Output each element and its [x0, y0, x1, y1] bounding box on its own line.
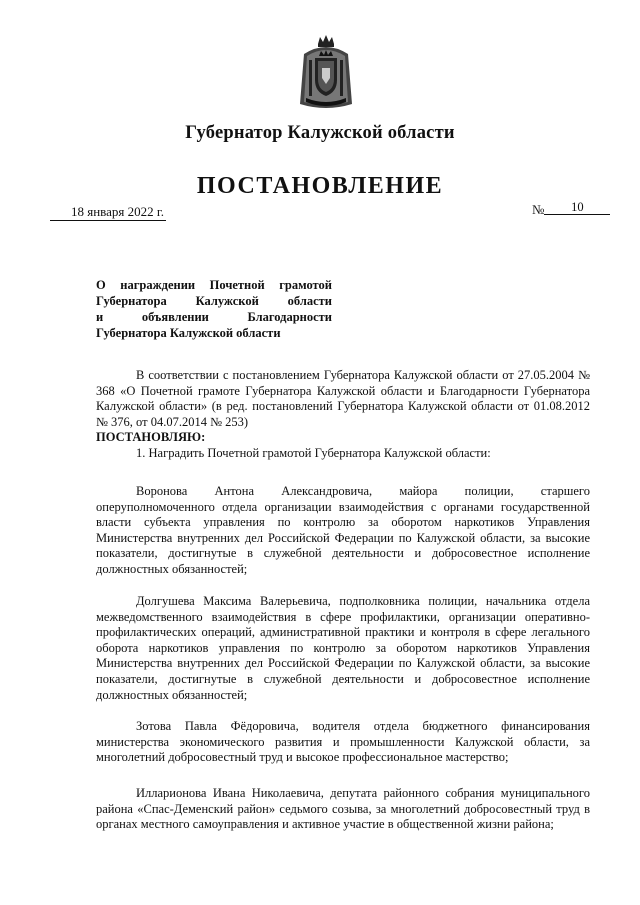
- document-type-title: ПОСТАНОВЛЕНИЕ: [196, 173, 444, 199]
- subject-line: и объявлении Благодарности: [96, 310, 332, 324]
- document-number-field: [532, 201, 610, 219]
- award-item-1: 1. Наградить Почетной грамотой Губернатора Калужской области:: [136, 445, 491, 460]
- awardee-paragraph: [96, 594, 590, 703]
- subject-line: Губернатора Калужской области: [96, 294, 332, 308]
- document-subject: [96, 277, 332, 341]
- awardee-paragraph: [96, 719, 590, 766]
- awardee-text: Воронова Антона Александровича, майора полиции, старшего оперуполномоченного отдела организации взаимодействия с органами государственной власти субъекта управления по контролю за оборотом наркотиков Управления Министерства внутренних дел Российской Федерации по Калужской области, за высокие показатели, достигнутые в служебной деятельности и добросовестное исполнение должностных обязанностей;: [96, 484, 590, 576]
- document-date: 18 января 2022 г.: [50, 204, 166, 221]
- subject-line: Губернатора Калужской области: [96, 326, 281, 340]
- decree-word: ПОСТАНОВЛЯЮ:: [96, 430, 206, 445]
- coat-of-arms-icon: [296, 34, 356, 112]
- issuer-title: Губернатор Калужской области: [185, 123, 455, 143]
- awardee-text: Долгушева Максима Валерьевича, подполковника полиции, начальника отдела межведомственного взаимодействия в сфере профилактики, организации оперативно-профилактических операций, административной практики и контроля в сфере легального оборота наркотиков управления по контролю за оборотом наркотиков Управления Министерства внутренних дел Российской Федерации по Калужской области, за высокие показатели, достигнутые в служебной деятельности и добросовестное исполнение должностных обязанностей;: [96, 594, 590, 702]
- awardee-text: Зотова Павла Фёдоровича, водителя отдела бюджетного финансирования министерства экономического развития и промышленности Калужской области, за многолетний добросовестный труд и высокое профессиональное мастерство;: [96, 719, 590, 765]
- awardee-paragraph: [96, 786, 590, 833]
- preamble-paragraph: В соответствии с постановлением Губернатора Калужской области от 27.05.2004 № 368 «О Почетной грамоте Губернатора Калужской области и Благодарности Губернатора Калужской области» (в ред. постановлений Губернатора Калужской области от 01.08.2012 № 376, от 04.07.2014 № 253): [96, 368, 590, 429]
- awardee-paragraph: [96, 484, 590, 578]
- number-sign: №: [532, 202, 545, 217]
- document-number: 10: [544, 200, 610, 215]
- preamble-block: [96, 368, 590, 462]
- awardee-text: Илларионова Ивана Николаевича, депутата районного собрания муниципального района «Спас-Деменский район» седьмого созыва, за многолетний добросовестный труд в органах местного самоуправления и активное участие в общественной жизни района;: [96, 786, 590, 832]
- subject-line: О награждении Почетной грамотой: [96, 278, 332, 292]
